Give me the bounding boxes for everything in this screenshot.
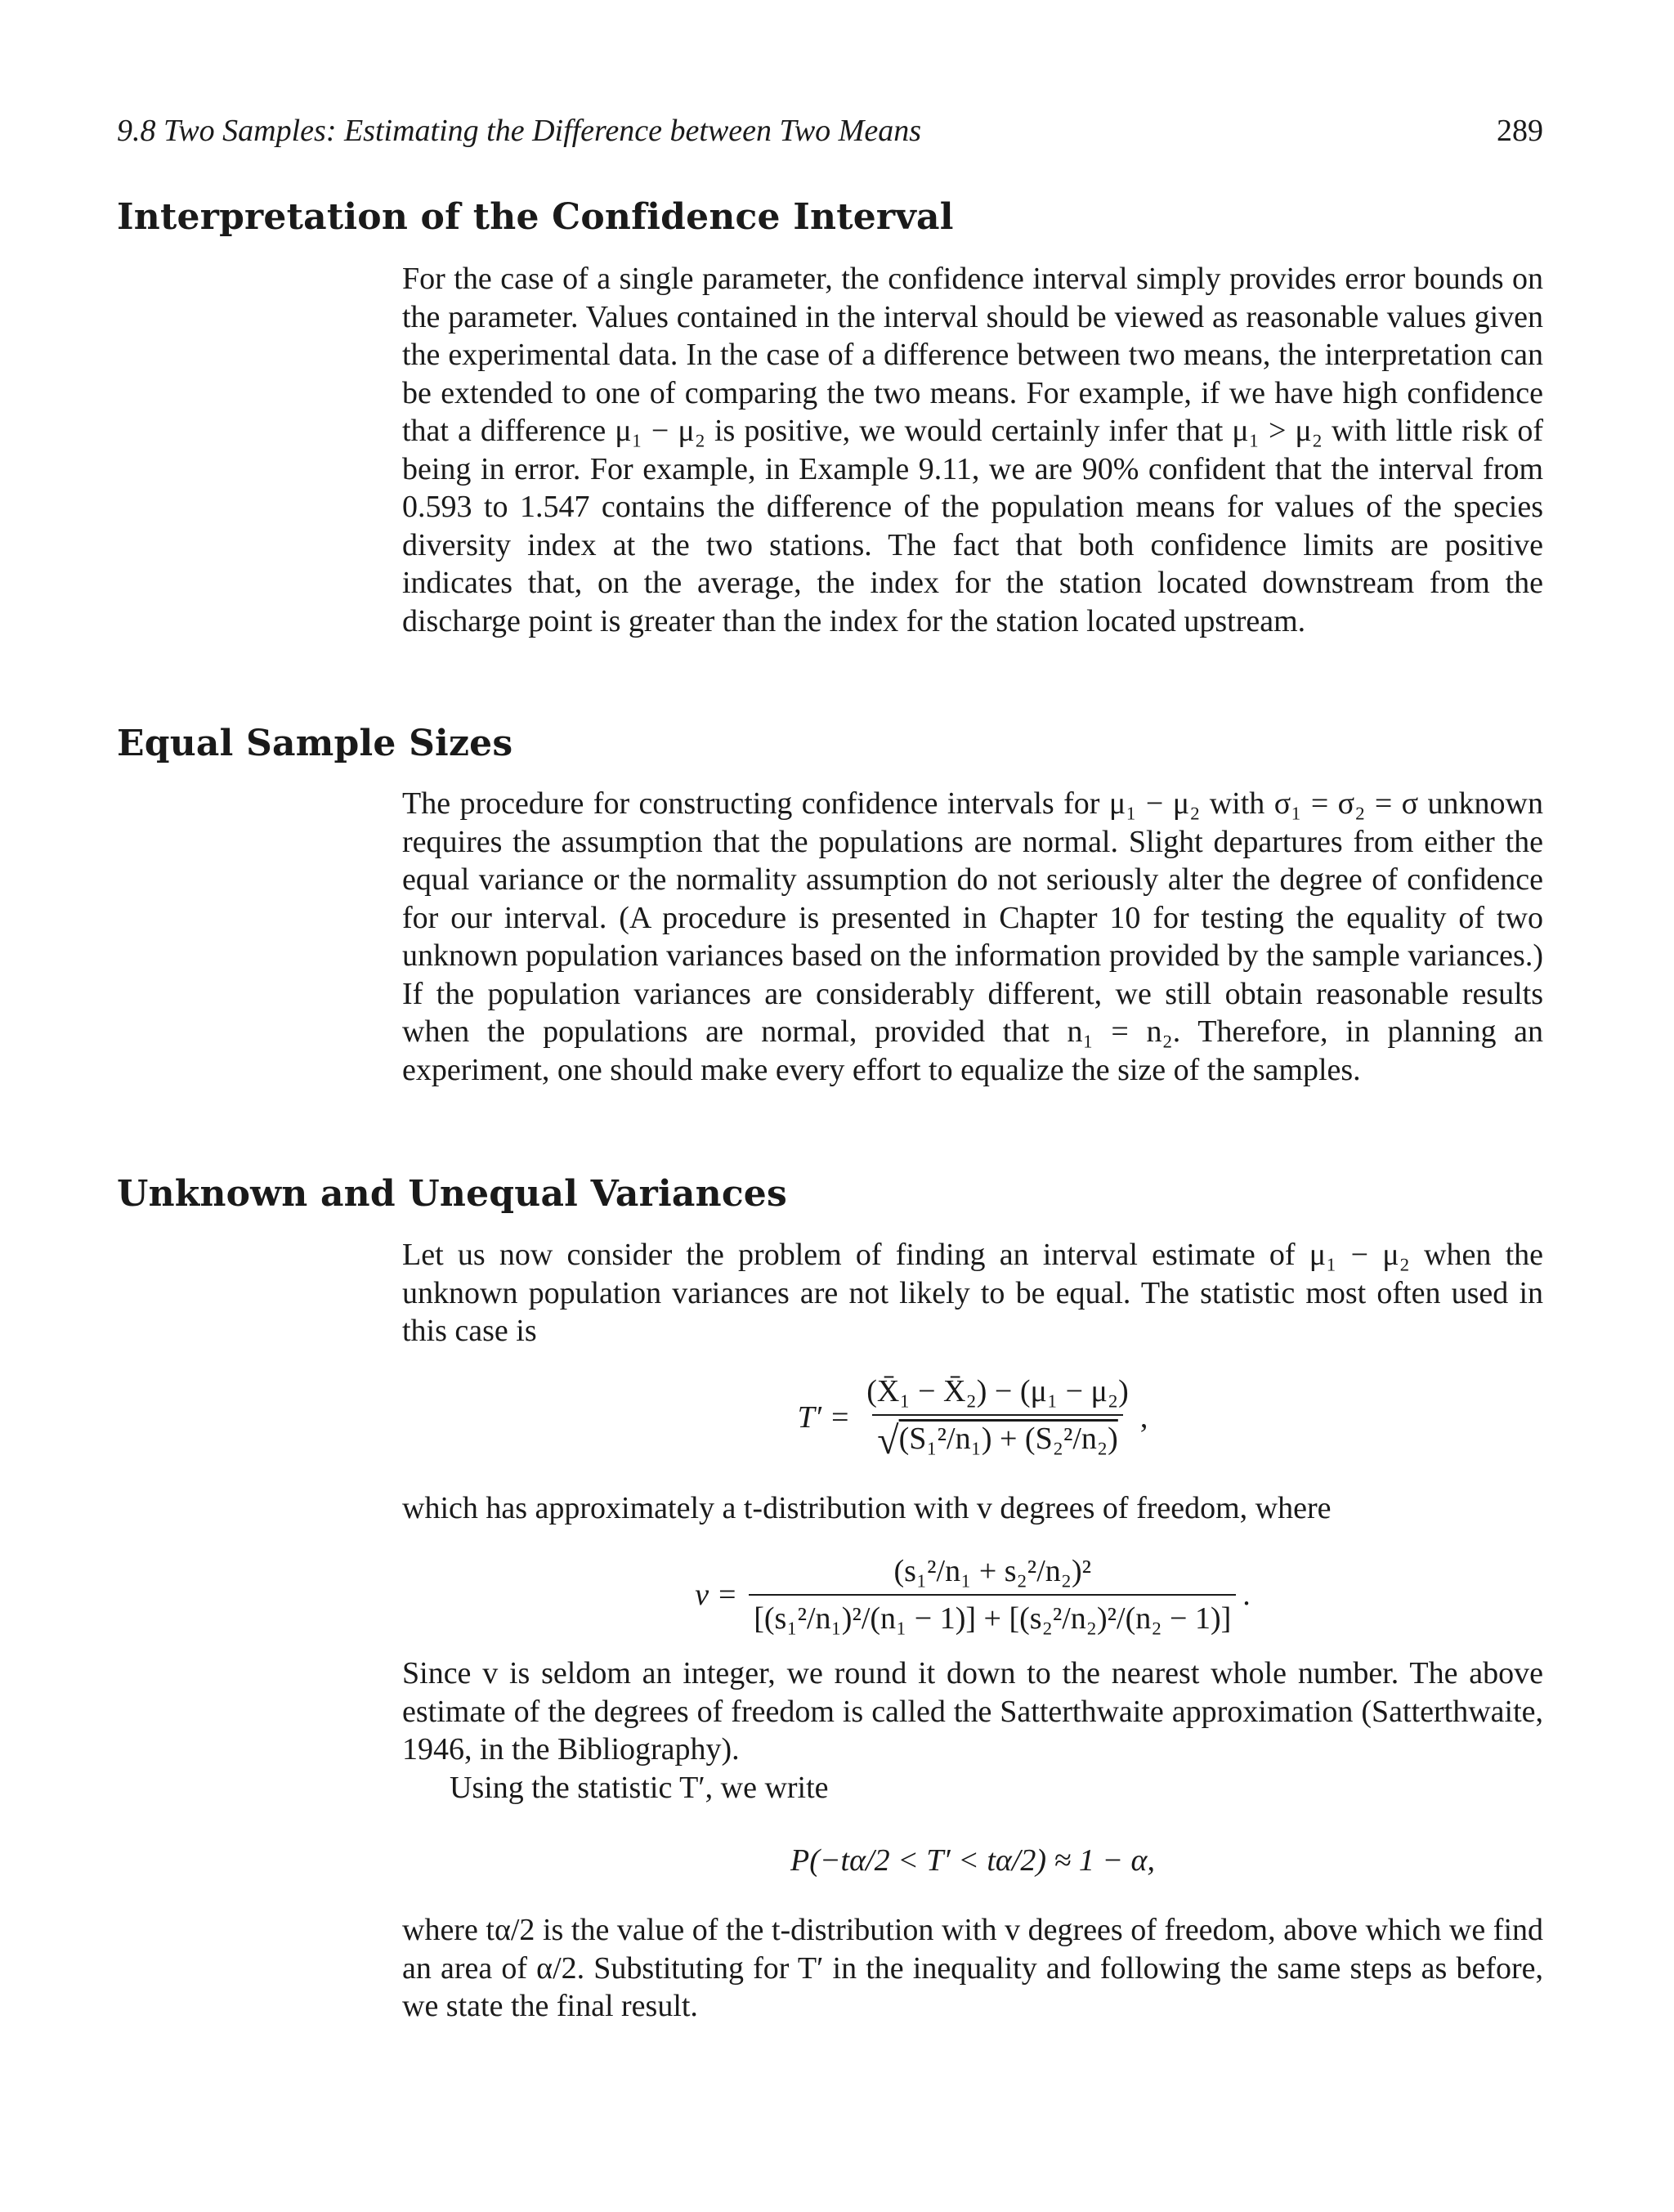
equation-v-denominator: [(s₁²/n₁)²/(n₁ − 1)] + [(s₂²/n₂)²/(n₂ − 1)] [749,1594,1236,1637]
equation-t-prime-fraction [862,1373,1134,1461]
sqrt-symbol: √ [877,1419,899,1462]
equation-v-lhs: v = [695,1578,738,1612]
page-number: 289 [1497,114,1543,148]
equation-v-trail: . [1242,1578,1251,1612]
equation-t-prime-numerator: (X̄₁ − X̄₂) − (μ₁ − μ₂) [866,1374,1129,1408]
paragraph-equal-sample-sizes: The procedure for constructing confidence intervals for μ₁ − μ₂ with σ₁ = σ₂ = σ unknown requires the assumption that the populations are normal. Slight departures from either the equal variance or the normality assumption do not seriously alter the degree of confidence for our interval. (A procedure is presented in Chapter 10 for testing the equality of two unknown population variances based on the information provided by the sample variances.) If the population variances are considerably different, we still obtain reasonable results when the populations are normal, provided that n₁ = n₂. Therefore, in planning an experiment, one should make every effort to equalize the size of the samples. [402,786,1543,1087]
paragraph-t-distribution: which has approximately a t-distribution with v degrees of freedom, where [402,1491,1332,1525]
equation-v [402,1553,1543,1637]
equation-t-prime [402,1373,1543,1461]
paragraph-round-down: Since v is seldom an integer, we round it down to the nearest whole number. The above estimate of the degrees of freedom is called the Satterthwaite approximation (Satterthwaite, 1946, in the Bibliography). [402,1656,1543,1766]
paragraph-interpretation: For the case of a single parameter, the confidence interval simply provides error bounds on the parameter. Values contained in the interval should be viewed as reasonable values given the experimental data. In the case of a difference between two means, the interpretation can be extended to one of comparing the two means. For example, if we have high confidence that a difference μ₁ − μ₂ is positive, we would certainly infer that μ₁ > μ₂ with little risk of being in error. For example, in Example 9.11, we are 90% confident that the interval from 0.593 to 1.547 contains the difference of the population means for values of the species diversity index at the two stations. The fact that both confidence limits are positive indicates that, on the average, the index for the station located downstream from the discharge point is greater than the index for the station located upstream. [402,262,1543,638]
equation-probability: P(−tα/2 < T′ < tα/2) ≈ 1 − α, [790,1843,1155,1878]
section-heading-unequal-variances: Unknown and Unequal Variances [117,1173,787,1215]
equation-v-numerator: (s₁²/n₁ + s₂²/n₂)² [893,1554,1092,1588]
running-head [117,113,1543,154]
equation-t-prime-denominator-wrap [872,1414,1123,1461]
section-heading-interpretation: Interpretation of the Confidence Interval [117,196,954,238]
equation-t-prime-lhs: T′ = [797,1399,851,1435]
paragraph-using-statistic: Using the statistic T′, we write [450,1771,829,1805]
paragraph-unequal-intro: Let us now consider the problem of finding an interval estimate of μ₁ − μ₂ when the unknown population variances are not likely to be equal. The statistic most often used in this case is [402,1238,1543,1348]
equation-v-fraction [749,1553,1236,1637]
running-head-title: 9.8 Two Samples: Estimating the Difference between Two Means [117,114,921,148]
equation-t-prime-trail: , [1139,1399,1148,1435]
equation-t-prime-denominator: (S₁²/n₁) + (S₂²/n₂) [898,1422,1118,1456]
paragraph-where-t-alpha: where tα/2 is the value of the t-distribution with v degrees of freedom, above which we find an area of α/2. Substituting for T′ in the inequality and following the same steps as before, we state the final result. [402,1913,1543,2023]
section-heading-equal-sample-sizes: Equal Sample Sizes [117,723,513,764]
